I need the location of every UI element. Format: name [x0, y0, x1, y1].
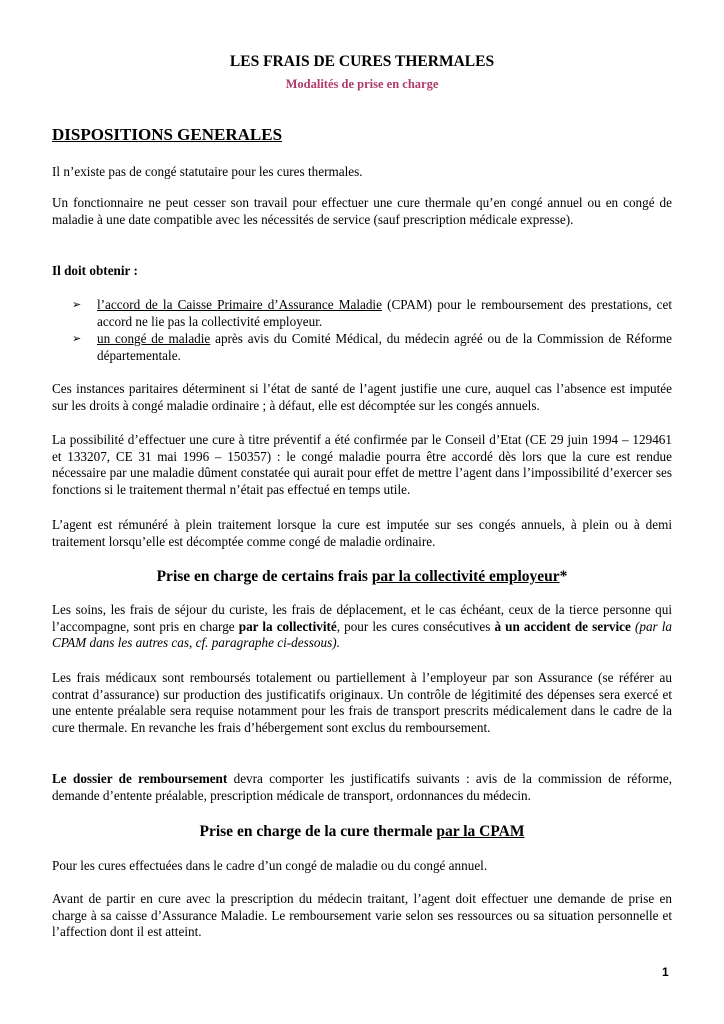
bullet-text: après avis du Comité Médical, du médecin agréé ou de la Commission de Réforme départementale. — [97, 331, 672, 363]
bullet-underlined-text: l’accord de la Caisse Primaire d’Assurance Maladie — [97, 297, 382, 312]
paragraph-employer-costs: Les soins, les frais de séjour du curiste, les frais de déplacement, et le cas échéant, ceux de la tierce personne qui l’accompagne, sont pris en charge par la collectivité, pour les cures consécutives à un accident de service (par la CPAM dans les autres cas, cf. paragraphe ci-dessous). — [52, 602, 673, 651]
page-number: 1 — [662, 965, 669, 979]
bullet-underlined-text: un congé de maladie — [97, 331, 211, 346]
arrow-bullet-icon: ➢ — [72, 333, 82, 345]
paragraph-leave-conditions: Un fonctionnaire ne peut cesser son travail pour effectuer une cure thermale qu’en congé annuel ou en congé de maladie à une date compatible avec les nécessités de service (sauf prescription médicale expresse). — [52, 195, 672, 227]
paragraph-reimbursement-file: Le dossier de remboursement devra comporter les justificatifs suivants : avis de la commission de réforme, demande d’entente préalable, prescription médicale de transport, ordonnances du médecin. — [52, 771, 673, 803]
section-heading-employer: Prise en charge de certains frais par la collectivité employeur* — [156, 568, 568, 585]
paragraph-medical-costs: Les frais médicaux sont remboursés totalement ou partiellement à l’employeur par son Assurance (se référer au contrat d’assurance) sur production des justificatifs originaux. Un contrôle de légitimité des dépenses sera exercé et une entente préalable sera requise notamment pour les frais de transport prescrits médicalement dans le cadre de la cure thermale. En revanche les frais d’hébergement sont exclus du remboursement. — [52, 670, 672, 735]
list-item-text — [97, 331, 672, 364]
document-subtitle: Modalités de prise en charge — [285, 77, 439, 91]
paragraph-remuneration: L’agent est rémunéré à plein traitement lorsque la cure est imputée sur ses congés annuels, à plein ou à demi traitement lorsqu’elle est décomptée comme congé de maladie ordinaire. — [52, 517, 672, 549]
paragraph-must-obtain: Il doit obtenir : — [52, 263, 138, 278]
arrow-bullet-icon: ➢ — [72, 299, 82, 311]
bullet-text: (CPAM) pour le remboursement des prestations, cet accord ne lie pas la collectivité employeur. — [97, 297, 672, 329]
list-item-text — [97, 297, 672, 330]
document-title: LES FRAIS DE CURES THERMALES — [229, 53, 495, 70]
paragraph-preventive-cure: La possibilité d’effectuer une cure à titre préventif a été confirmée par le Conseil d’Etat (CE 29 juin 1994 – 129461 et 133207, CE 31 mai 1996 – 150357) : le congé maladie pourra être accordé dès lors que la cure est rendue nécessaire par une maladie dûment constatée qui aurait pour effet de mettre l’agent dans l’impossibilité d’exercer ses fonctions si le traitement thermal n’était pas effectué en temps utile. — [52, 432, 672, 497]
paragraph-cure-context: Pour les cures effectuées dans le cadre d’un congé de maladie ou du congé annuel. — [52, 858, 488, 873]
paragraph-before-cure: Avant de partir en cure avec la prescription du médecin traitant, l’agent doit effectuer une demande de prise en charge à sa caisse d’Assurance Maladie. Le remboursement varie selon ses ressources ou sa situation personnelle et l’affection dont il est atteint. — [52, 891, 672, 940]
paragraph-joint-bodies: Ces instances paritaires déterminent si l’état de santé de l’agent justifie une cure, auquel cas l’absence est imputée sur les droits à congé maladie ordinaire ; à défaut, elle est décomptée sur les congés annuels. — [52, 381, 672, 413]
section-heading-general: DISPOSITIONS GENERALES — [52, 125, 283, 144]
section-heading-cpam: Prise en charge de la cure thermale par la CPAM — [199, 823, 525, 840]
paragraph-no-statutory-leave: Il n’existe pas de congé statutaire pour les cures thermales. — [52, 164, 363, 179]
